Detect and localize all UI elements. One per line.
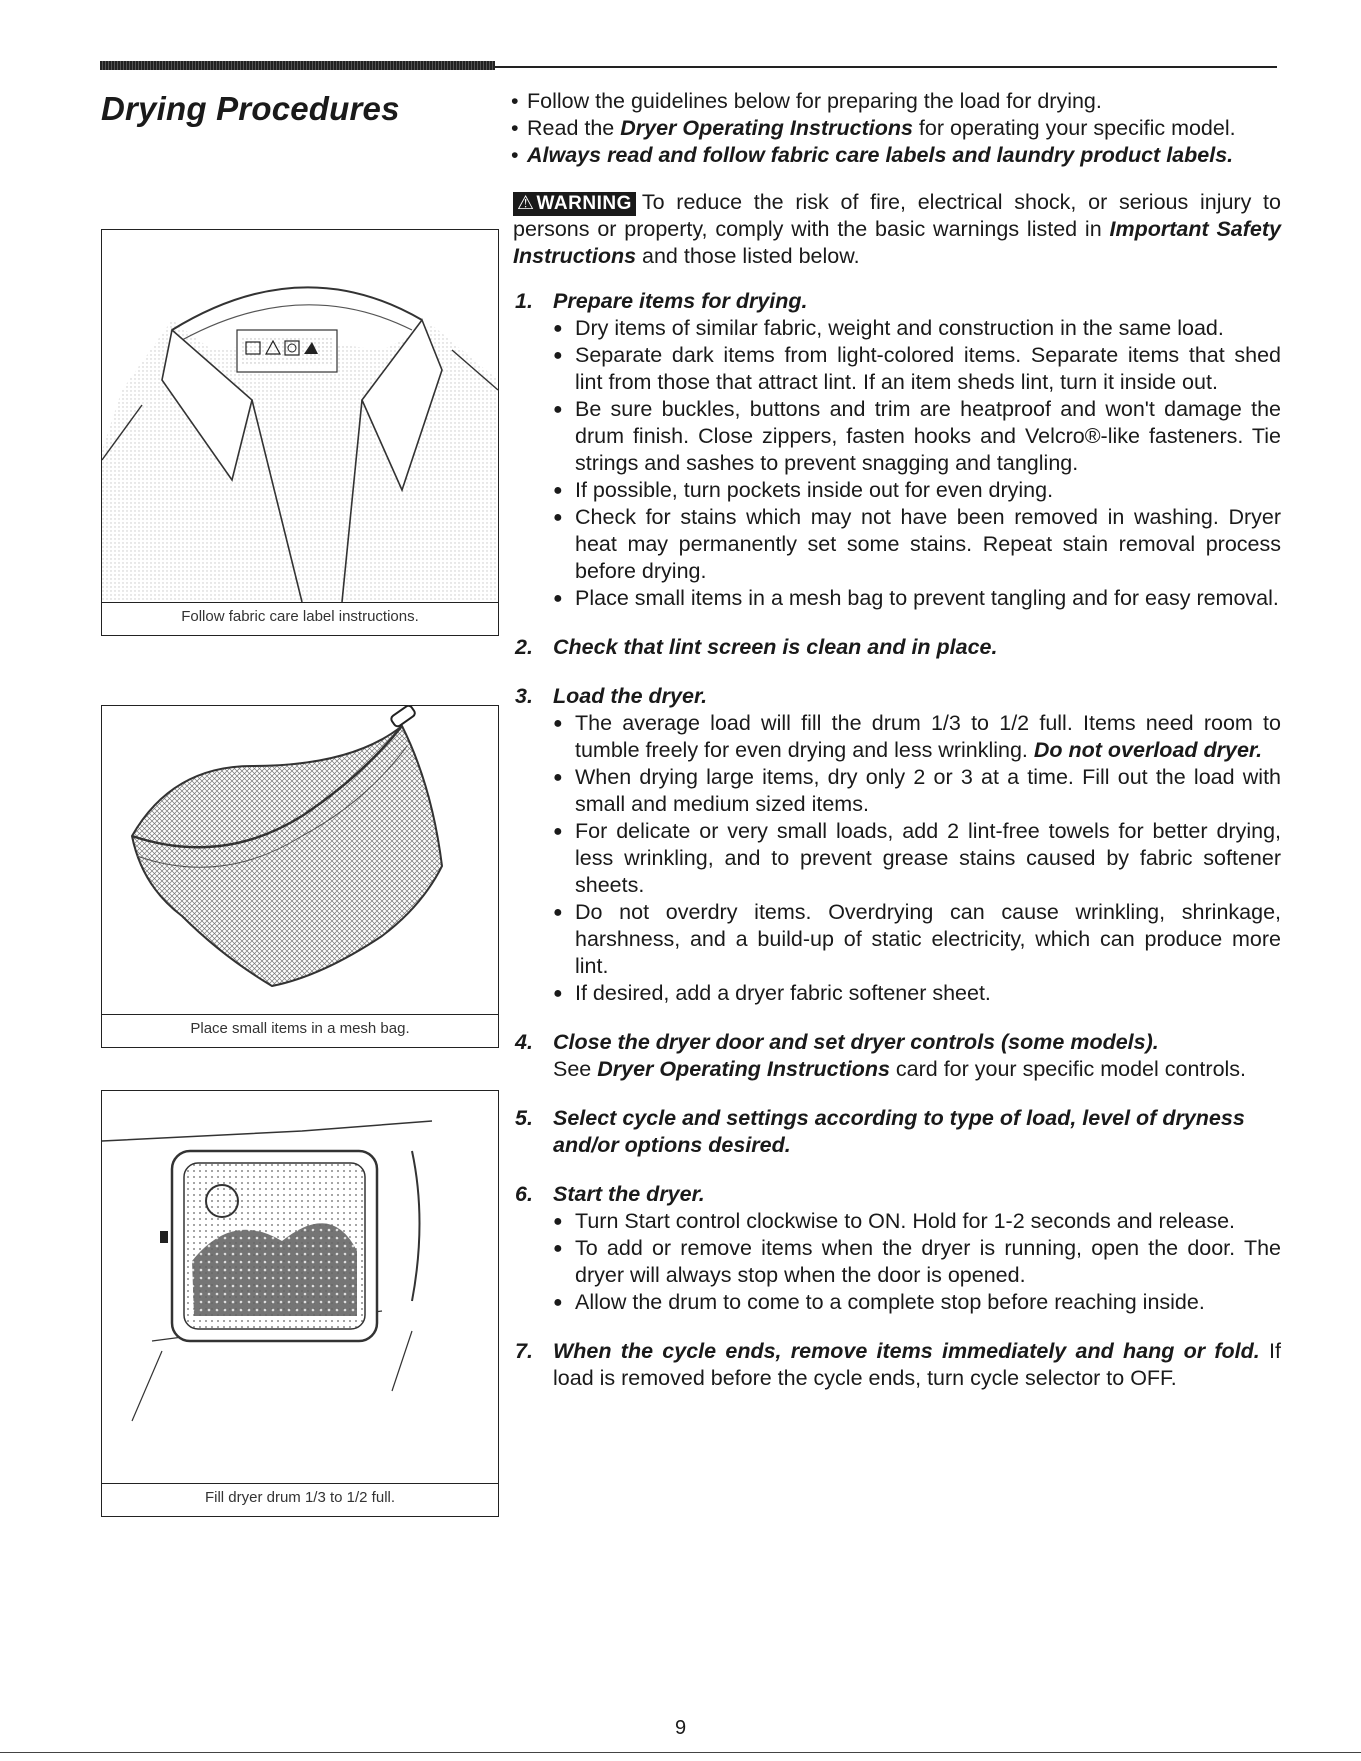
list-item: ● To add or remove items when the dryer is running, open the door. The dryer will always stop when the door is opened. — [553, 1236, 1281, 1287]
bullet-icon: ● — [553, 590, 563, 607]
figure-caption: Fill dryer drum 1/3 to 1/2 full. — [102, 1483, 498, 1510]
list-item: ● If possible, turn pockets inside out for even drying. — [553, 478, 1054, 502]
intro-item: • Follow the guidelines below for preparing the load for drying. — [511, 89, 1102, 113]
intro-list — [513, 88, 1281, 169]
figure-care-label — [101, 229, 499, 636]
bullet-icon: • — [511, 143, 519, 167]
list-item: ● Do not overdry items. Overdrying can cause wrinkling, shrinkage, harshness, and a build-up of static electricity, which can produce more lint. — [553, 900, 1281, 978]
step-3: 3. Load the dryer. ● The average load will fill the drum 1/3 to 1/2 full. Items need room to tumble freely for even drying and less wrinkling. Do not overload dryer. ● When drying large items, dry only 2 or 3 at a time. Fill out the load with small and medium sized items. ● For delicate or very small loads, add 2 lint-free towels for better drying, less wrinkling, and to prevent grease stains caused by fabric softener sheets. ● Do not overdry items. Overdrying can cause wrinkling, shrinkage, harshness, and a build-up of static electricity, which can produce more lint. ● If desired, add a dryer fabric softener sheet. — [515, 684, 1281, 1005]
warning-badge: ⚠ WARNING — [513, 192, 636, 216]
step-text: See Dryer Operating Instructions card for your specific model controls. — [553, 1057, 1247, 1081]
step-5: 5. Select cycle and settings according to type of load, level of dryness and/or options desired. — [513, 1105, 1281, 1159]
step-bullets — [553, 710, 1281, 1007]
bullet-icon: ● — [553, 1240, 563, 1257]
step-title: Load the dryer. — [553, 684, 708, 708]
list-item: ● For delicate or very small loads, add 2 lint-free towels for better drying, less wrinkling, and to prevent grease stains caused by fabric softener sheets. — [553, 819, 1281, 897]
figure-caption: Follow fabric care label instructions. — [102, 602, 498, 629]
list-item: ● Turn Start control clockwise to ON. Hold for 1-2 seconds and release. — [553, 1209, 1236, 1233]
dryer-drum-illustration — [102, 1091, 498, 1483]
shirt-collar-illustration — [102, 230, 498, 602]
step-4: 4. Close the dryer door and set dryer controls (some models). See Dryer Operating Instructions card for your specific model controls. — [513, 1029, 1281, 1083]
list-item: ● If desired, add a dryer fabric softener sheet. — [553, 981, 991, 1005]
bullet-icon: ● — [553, 509, 563, 526]
figure-mesh-bag — [101, 705, 499, 1048]
bullet-icon: ● — [553, 347, 563, 364]
list-item: ● Separate dark items from light-colored items. Separate items that shed lint from those that attract lint. If an item sheds lint, turn it inside out. — [553, 343, 1281, 394]
mesh-bag-illustration — [102, 706, 498, 1014]
bullet-icon: ● — [553, 320, 563, 337]
bullet-icon: ● — [553, 401, 563, 418]
page-number: 9 — [674, 1717, 687, 1739]
bullet-icon: ● — [553, 985, 563, 1002]
bullet-icon: ● — [553, 823, 563, 840]
intro-item: • Read the Dryer Operating Instructions for operating your specific model. — [511, 116, 1236, 140]
list-item: ● Place small items in a mesh bag to prevent tangling and for easy removal. — [553, 586, 1279, 610]
section-title: Drying Procedures — [101, 90, 400, 127]
figure-dryer-drum — [101, 1090, 499, 1517]
list-item: ● Be sure buckles, buttons and trim are heatproof and won't damage the drum finish. Close zippers, fasten hooks and Velcro®-like fasteners. Tie strings and sashes to prevent snagging and tangling. — [553, 397, 1281, 475]
list-item: ● The average load will fill the drum 1/3 to 1/2 full. Items need room to tumble freely for even drying and less wrinkling. Do not overload dryer. — [553, 711, 1281, 762]
header-rule — [495, 66, 1277, 68]
step-1: 1. Prepare items for drying. ● Dry items of similar fabric, weight and construction in the same load. ● Separate dark items from light-colored items. Separate items that shed lint from those that attract lint. If an item sheds lint, turn it inside out. ● Be sure buckles, buttons and trim are heatproof and won't damage the drum finish. Close zippers, fasten hooks and Velcro®-like fasteners. Tie strings and sashes to prevent snagging and tangling. ● If possible, turn pockets inside out for even drying. ● Check for stains which may not have been removed in washing. Dryer heat may permanently set some stains. Repeat stain removal process before drying. ● Place small items in a mesh bag to prevent tangling and for easy removal. — [515, 289, 1281, 610]
bullet-icon: ● — [553, 769, 563, 786]
list-item: ● Dry items of similar fabric, weight and construction in the same load. — [553, 316, 1224, 340]
footer-rule — [0, 1752, 1361, 1753]
step-6: 6. Start the dryer. ● Turn Start control clockwise to ON. Hold for 1-2 seconds and release. ● To add or remove items when the dryer is running, open the door. The dryer will always stop when the door is opened. ● Allow the drum to come to a complete stop before reaching inside. — [515, 1182, 1281, 1314]
bullet-icon: ● — [553, 715, 563, 732]
bullet-icon: ● — [553, 904, 563, 921]
figure-caption: Place small items in a mesh bag. — [102, 1014, 498, 1041]
step-bullets — [553, 315, 1281, 612]
list-item: ● When drying large items, dry only 2 or 3 at a time. Fill out the load with small and medium sized items. — [553, 765, 1281, 816]
bullet-icon: ● — [553, 1294, 563, 1311]
step-title: Select cycle and settings according to type of load, level of dryness and/or options desired. — [553, 1106, 1245, 1157]
bullet-icon: • — [511, 89, 519, 113]
bullet-icon: ● — [553, 1213, 563, 1230]
header-bar — [100, 61, 495, 70]
procedure-content — [513, 88, 1281, 1414]
step-title: Check that lint screen is clean and in place. — [553, 635, 998, 659]
warning-paragraph: ⚠ WARNING To reduce the risk of fire, electrical shock, or serious injury to persons or property, comply with the basic warnings listed in Important Safety Instructions and those listed below. — [513, 190, 1281, 268]
step-2: 2. Check that lint screen is clean and in place. — [513, 634, 1281, 661]
bullet-icon: ● — [553, 482, 563, 499]
steps-list — [513, 288, 1281, 1392]
intro-item: • Always read and follow fabric care labels and laundry product labels. — [511, 143, 1234, 167]
step-bullets — [553, 1208, 1281, 1316]
step-title: Prepare items for drying. — [553, 289, 808, 313]
list-item: ● Check for stains which may not have been removed in washing. Dryer heat may permanently set some stains. Repeat stain removal process before drying. — [553, 505, 1281, 583]
bullet-icon: • — [511, 116, 519, 140]
step-title: Start the dryer. — [553, 1182, 705, 1206]
list-item: ● Allow the drum to come to a complete stop before reaching inside. — [553, 1290, 1205, 1314]
step-text: When the cycle ends, remove items immediately and hang or fold. If load is removed before the cycle ends, turn cycle selector to OFF. — [553, 1339, 1281, 1390]
step-title: Close the dryer door and set dryer controls (some models). — [553, 1030, 1159, 1054]
step-7: 7. When the cycle ends, remove items immediately and hang or fold. If load is removed before the cycle ends, turn cycle selector to OFF. — [515, 1339, 1281, 1390]
warning-triangle-icon: ⚠ — [517, 193, 535, 214]
